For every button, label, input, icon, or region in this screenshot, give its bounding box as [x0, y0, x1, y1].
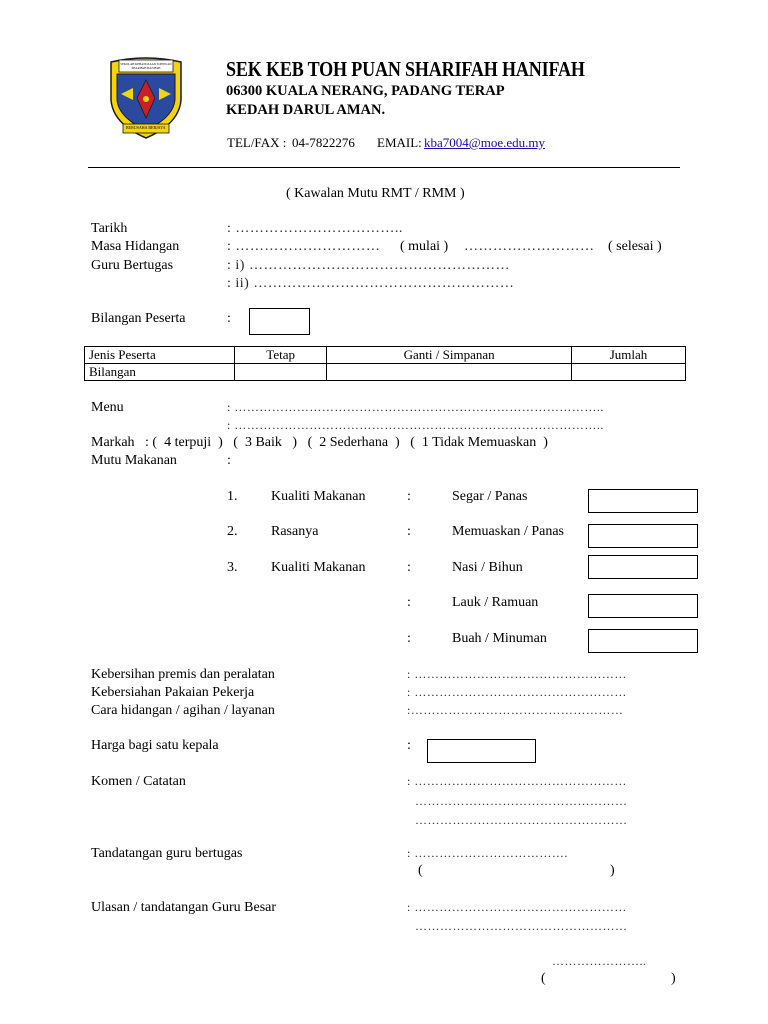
- masa-end-field[interactable]: ………………………: [464, 239, 595, 254]
- criteria-3-category: Kualiti Makanan: [271, 560, 366, 575]
- criteria-2-item: Memuaskan / Panas: [452, 524, 564, 539]
- criteria-2-score-box[interactable]: [588, 524, 698, 548]
- crest-top-text: SEKOLAH KEBANGSAAN TOH PUAN SHARIFAH HANIFAH: [120, 62, 172, 70]
- criteria-5-score-box[interactable]: [588, 629, 698, 653]
- menu-label: Menu: [91, 400, 124, 415]
- guru-i-field[interactable]: : i) ………………………………………………: [227, 258, 510, 273]
- mutu-makanan-colon: :: [227, 453, 231, 468]
- masa-mulai-label: ( mulai ): [400, 239, 449, 254]
- table-header-row: [85, 347, 686, 364]
- menu-line-1[interactable]: : ……………………………………………………………………………..: [227, 400, 604, 414]
- harga-box[interactable]: [427, 739, 536, 763]
- criteria-1-category: Kualiti Makanan: [271, 489, 366, 504]
- participant-table: [84, 346, 686, 381]
- tandatangan-field[interactable]: : ……………………………….: [407, 846, 568, 860]
- komen-line-3[interactable]: ……………………………………………: [415, 813, 628, 827]
- criteria-2-colon: :: [407, 524, 411, 539]
- criteria-2-num: 2.: [227, 524, 238, 539]
- guru-ii-field[interactable]: : ii) ………………………………………………: [227, 276, 515, 291]
- form-title: ( Kawalan Mutu RMT / RMM ): [286, 186, 465, 201]
- tarikh-field[interactable]: : ……………………………..: [227, 221, 403, 236]
- komen-label: Komen / Catatan: [91, 774, 186, 789]
- cell-jumlah[interactable]: [572, 364, 686, 381]
- harga-colon: :: [407, 738, 411, 753]
- criteria-3-num: 3.: [227, 560, 238, 575]
- tel-label: TEL/FAX :: [227, 135, 287, 150]
- tandatangan-paren-close: ): [610, 863, 615, 878]
- col-tetap: Tetap: [235, 347, 327, 364]
- guru-label: Guru Bertugas: [91, 258, 174, 273]
- school-name: SEK KEB TOH PUAN SHARIFAH HANIFAH: [226, 57, 585, 81]
- komen-line-2[interactable]: ……………………………………………: [415, 794, 628, 808]
- harga-label: Harga bagi satu kepala: [91, 738, 219, 753]
- bilangan-label: Bilangan Peserta: [91, 311, 186, 326]
- masa-selesai-label: ( selesai ): [608, 239, 662, 254]
- guru-besar-paren-close: ): [671, 971, 676, 986]
- ulasan-label: Ulasan / tandatangan Guru Besar: [91, 900, 277, 915]
- criteria-3-item: Nasi / Bihun: [452, 560, 523, 575]
- crest-motto: BERUSAHA BERJAYA: [126, 125, 166, 130]
- cell-tetap[interactable]: [235, 364, 327, 381]
- criteria-2-category: Rasanya: [271, 524, 319, 539]
- criteria-3-score-box[interactable]: [588, 555, 698, 579]
- criteria-4-item: Lauk / Ramuan: [452, 595, 539, 610]
- criteria-1-item: Segar / Panas: [452, 489, 528, 504]
- ulasan-line-1[interactable]: : ……………………………………………: [407, 900, 627, 914]
- menu-line-2[interactable]: : ……………………………………………………………………………..: [227, 418, 604, 432]
- tarikh-label: Tarikh: [91, 221, 128, 236]
- pakaian-field[interactable]: : ……………………………………………: [407, 685, 627, 699]
- header-divider: [88, 167, 680, 168]
- table-row: [85, 364, 686, 381]
- row-bilangan-label: Bilangan: [85, 364, 235, 381]
- criteria-3-colon: :: [407, 560, 411, 575]
- ulasan-line-2[interactable]: ……………………………………………: [415, 919, 628, 933]
- cara-field[interactable]: :……………………………………………: [407, 703, 624, 717]
- masa-start-field[interactable]: : …………………………: [227, 239, 381, 254]
- bilangan-box[interactable]: [249, 308, 310, 335]
- pakaian-label: Kebersiahan Pakaian Pekerja: [91, 685, 255, 700]
- tel-value: 04-7822276: [292, 135, 355, 150]
- cara-label: Cara hidangan / agihan / layanan: [91, 703, 275, 718]
- tandatangan-paren-open: (: [418, 863, 423, 878]
- criteria-5-colon: :: [407, 631, 411, 646]
- mutu-makanan-label: Mutu Makanan: [91, 453, 177, 468]
- criteria-1-num: 1.: [227, 489, 238, 504]
- guru-besar-paren-open: (: [541, 971, 546, 986]
- criteria-4-colon: :: [407, 595, 411, 610]
- col-jumlah: Jumlah: [572, 347, 686, 364]
- col-ganti-simpanan: Ganti / Simpanan: [327, 347, 572, 364]
- komen-line-1[interactable]: : ……………………………………………: [407, 774, 627, 788]
- criteria-1-colon: :: [407, 489, 411, 504]
- address-line-2: KEDAH DARUL AMAN.: [226, 102, 386, 118]
- email-label: EMAIL:: [377, 135, 422, 150]
- criteria-5-item: Buah / Minuman: [452, 631, 547, 646]
- tandatangan-label: Tandatangan guru bertugas: [91, 846, 243, 861]
- criteria-1-score-box[interactable]: [588, 489, 698, 513]
- cell-ganti[interactable]: [327, 364, 572, 381]
- bilangan-colon: :: [227, 311, 231, 326]
- markah-scale: Markah : ( 4 terpuji ) ( 3 Baik ) ( 2 Sederhana ) ( 1 Tidak Memuaskan ): [91, 435, 548, 450]
- address-line-1: 06300 KUALA NERANG, PADANG TERAP: [226, 83, 505, 99]
- premis-label: Kebersihan premis dan peralatan: [91, 667, 275, 682]
- email-link[interactable]: kba7004@moe.edu.my: [424, 135, 546, 150]
- col-jenis-peserta: Jenis Peserta: [85, 347, 235, 364]
- masa-label: Masa Hidangan: [91, 239, 180, 254]
- guru-besar-sign-field[interactable]: …………………..: [552, 954, 647, 968]
- criteria-4-score-box[interactable]: [588, 594, 698, 618]
- premis-field[interactable]: : ……………………………………………: [407, 667, 627, 681]
